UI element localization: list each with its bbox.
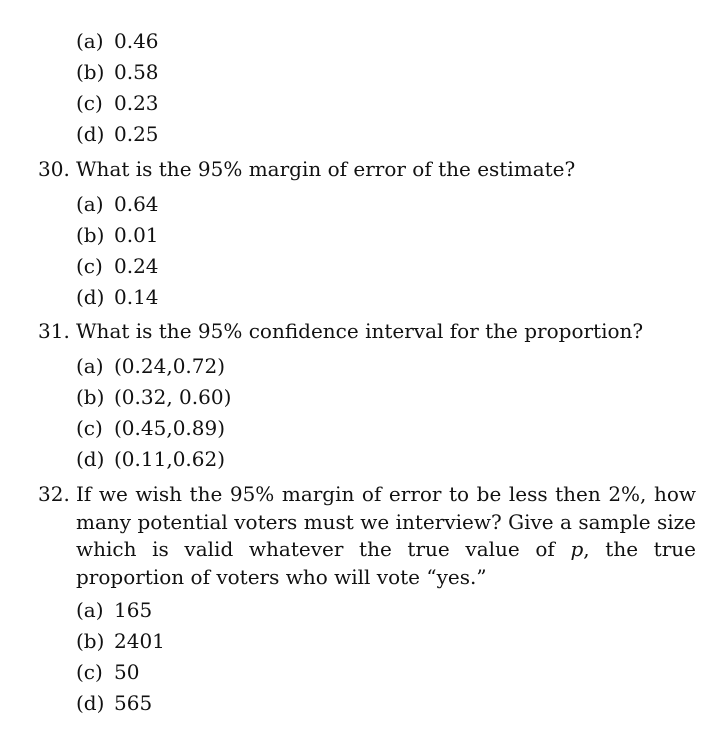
option-letter: (c) [76, 416, 103, 440]
option-letter: (d) [76, 285, 105, 309]
question-number: 31. [38, 319, 70, 343]
option-text: 165 [114, 598, 153, 622]
option-letter: (d) [76, 122, 105, 146]
option-letter: (a) [76, 354, 104, 378]
option-a [76, 26, 696, 57]
question-32-options [76, 595, 696, 719]
option-letter: (b) [76, 629, 105, 653]
option-text: (0.24,0.72) [114, 354, 226, 378]
option-text: (0.32, 0.60) [114, 385, 232, 409]
option-text: 0.23 [114, 91, 159, 115]
option-b [76, 220, 696, 251]
question-32 [38, 481, 698, 591]
option-b [76, 382, 696, 413]
prev-question-options [76, 26, 696, 150]
option-letter: (b) [76, 60, 105, 84]
option-letter: (a) [76, 29, 104, 53]
option-text: 50 [114, 660, 140, 684]
option-text: 0.58 [114, 60, 159, 84]
option-c [76, 88, 696, 119]
option-letter: (c) [76, 660, 103, 684]
option-d [76, 444, 696, 475]
option-letter: (b) [76, 223, 105, 247]
option-letter: (c) [76, 254, 103, 278]
option-letter: (b) [76, 385, 105, 409]
option-text: 0.46 [114, 29, 159, 53]
option-a [76, 595, 696, 626]
option-text: (0.11,0.62) [114, 447, 226, 471]
option-text: 2401 [114, 629, 165, 653]
question-number: 30. [38, 157, 70, 181]
option-text: 0.25 [114, 122, 159, 146]
question-text-part2: , the true proportion of voters who will vote “yes.” [76, 537, 696, 589]
option-b [76, 626, 696, 657]
question-number: 32. [38, 482, 70, 506]
option-d [76, 119, 696, 150]
question-text [76, 481, 696, 591]
question-text: What is the 95% confidence interval for the proportion? [76, 319, 644, 343]
option-d [76, 688, 696, 719]
variable-p: p [570, 537, 584, 561]
option-c [76, 413, 696, 444]
option-text: 0.01 [114, 223, 159, 247]
option-c [76, 251, 696, 282]
option-letter: (c) [76, 91, 103, 115]
question-30-options [76, 189, 696, 313]
question-31 [38, 318, 698, 346]
question-30 [38, 156, 698, 184]
option-letter: (d) [76, 447, 105, 471]
option-a [76, 189, 696, 220]
option-a [76, 351, 696, 382]
question-text-part1: If we wish the 95% margin of error to be less then 2%, how many potential voters must we interview? Give a sample size which is valid whatever the true value of [76, 482, 696, 561]
option-text: 0.14 [114, 285, 159, 309]
option-letter: (d) [76, 691, 105, 715]
option-b [76, 57, 696, 88]
option-text: 0.24 [114, 254, 159, 278]
option-text: 565 [114, 691, 153, 715]
option-d [76, 282, 696, 313]
option-text: 0.64 [114, 192, 159, 216]
option-c [76, 657, 696, 688]
option-text: (0.45,0.89) [114, 416, 226, 440]
question-text: What is the 95% margin of error of the estimate? [76, 157, 576, 181]
option-letter: (a) [76, 598, 104, 622]
option-letter: (a) [76, 192, 104, 216]
question-31-options [76, 351, 696, 475]
